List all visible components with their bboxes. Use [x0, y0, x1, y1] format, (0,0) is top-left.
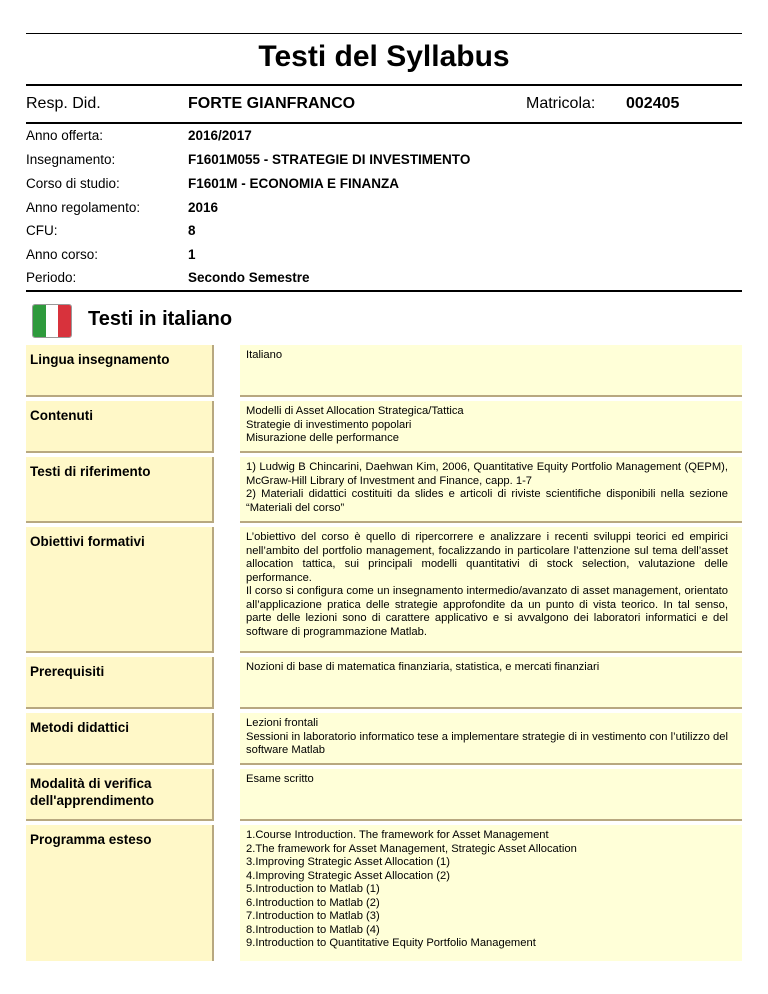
flag-stripe-green	[33, 305, 46, 337]
info-value: F1601M - ECONOMIA E FINANZA	[188, 176, 400, 191]
table-row-testi-di-riferimento	[26, 457, 742, 523]
row-text: 2) Materiali didattici costituiti da slides e articoli di riviste scientifiche disponibili nella sezione “Materiali del corso”	[246, 488, 728, 514]
info-row-corso-di-studio	[26, 176, 742, 194]
table-row-modalita-verifica	[26, 769, 742, 821]
row-value-cell	[240, 657, 742, 709]
info-label: Insegnamento:	[26, 152, 116, 167]
info-row-anno-offerta	[26, 128, 742, 146]
info-row-anno-regolamento	[26, 200, 742, 218]
row-label-cell	[26, 825, 214, 961]
info-value: 1	[188, 247, 196, 262]
row-text: Italiano	[246, 349, 283, 361]
table-row-obiettivi-formativi	[26, 527, 742, 653]
info-label: Anno offerta:	[26, 128, 104, 143]
row-label-cell	[26, 345, 214, 397]
info-row-insegnamento	[26, 152, 742, 170]
row-value-cell	[240, 527, 742, 653]
row-label: Contenuti	[30, 408, 93, 423]
row-label: Prerequisiti	[30, 664, 105, 679]
resp-value: FORTE GIANFRANCO	[188, 95, 356, 112]
row-text: L’obiettivo del corso è quello di ripercorrere e analizzare i recenti sviluppi teorici ed empirici nell’ambito del portfolio management, focalizzando in particolare l’attenzione sul tema dell’asset allocation tattica, sui principali modelli quantitativi di stock selection, valutazione delle performance.	[246, 531, 728, 584]
info-value: 2016/2017	[188, 128, 252, 143]
info-rule	[26, 290, 742, 292]
row-text: Il corso si configura come un insegnamento intermedio/avanzato di asset management, orientato all’applicazione pratica delle strategie approfondite da un punto di vista teorico. In tal senso, parte delle lezioni sono di carattere applicativo e si avvalgono dei laboratori informatici e del software di programmazione Matlab.	[246, 585, 728, 638]
top-rule	[26, 33, 742, 34]
row-label-cell	[26, 401, 214, 453]
info-label: Periodo:	[26, 270, 77, 285]
row-value-cell	[240, 713, 742, 765]
section-title: Testi in italiano	[88, 308, 233, 330]
row-label: Modalità di verifica dell'apprendimento	[30, 776, 154, 808]
info-value: Secondo Semestre	[188, 270, 310, 285]
row-text: 2.The framework for Asset Management, Strategic Asset Allocation	[246, 842, 577, 855]
table-row-contenuti	[26, 401, 742, 453]
row-label: Testi di riferimento	[30, 464, 151, 479]
row-text: Esame scritto	[246, 773, 314, 785]
flag-stripe-red	[58, 305, 71, 337]
row-text: 3.Improving Strategic Asset Allocation (1)	[246, 856, 450, 868]
row-label-cell	[26, 769, 214, 821]
info-label: Anno regolamento:	[26, 200, 141, 215]
row-label: Metodi didattici	[30, 720, 129, 735]
row-text: 1) Ludwig B Chincarini, Daehwan Kim, 2006, Quantitative Equity Portfolio Management (QEPM), McGraw-Hill Library of Investment and Finance, capp. 1-7	[246, 461, 728, 487]
title-rule	[26, 84, 742, 86]
page-title: Testi del Syllabus	[258, 40, 510, 73]
info-label: CFU:	[26, 223, 58, 238]
row-text: 5.Introduction to Matlab (1)	[246, 883, 380, 895]
row-text: Nozioni di base di matematica finanziaria, statistica, e mercati finanziari	[246, 661, 600, 673]
matricola-value: 002405	[626, 95, 680, 112]
info-row-cfu	[26, 223, 742, 241]
row-label: Obiettivi formativi	[30, 534, 145, 549]
table-row-programma-esteso	[26, 825, 742, 961]
resp-label: Resp. Did.	[26, 95, 101, 112]
row-value-cell	[240, 769, 742, 821]
table-row-metodi-didattici	[26, 713, 742, 765]
row-value-cell	[240, 345, 742, 397]
row-text: 4.Improving Strategic Asset Allocation (2)	[246, 869, 450, 882]
row-label-cell	[26, 657, 214, 709]
row-text: Lezioni frontali	[246, 717, 319, 729]
info-value: 8	[188, 223, 196, 238]
row-label-cell	[26, 457, 214, 523]
info-label: Anno corso:	[26, 247, 99, 262]
row-label: Lingua insegnamento	[30, 352, 170, 367]
row-label-cell	[26, 527, 214, 653]
row-text: 9.Introduction to Quantitative Equity Portfolio Management	[246, 937, 536, 949]
row-value-cell	[240, 457, 742, 523]
row-text: Sessioni in laboratorio informatico tese a implementare strategie di in vestimento con l’utilizzo del software Matlab	[246, 730, 728, 756]
italian-flag-icon	[32, 304, 72, 338]
row-text: Modelli di Asset Allocation Strategica/Tattica	[246, 405, 464, 417]
row-text: 8.Introduction to Matlab (4)	[246, 923, 380, 936]
row-value-cell	[240, 825, 742, 961]
table-row-lingua	[26, 345, 742, 397]
flag-stripe-white	[46, 305, 59, 337]
matricola-label: Matricola:	[526, 95, 596, 112]
info-value: F1601M055 - STRATEGIE DI INVESTIMENTO	[188, 152, 471, 167]
info-row-anno-corso	[26, 247, 742, 265]
row-text: 1.Course Introduction. The framework for Asset Management	[246, 829, 549, 841]
resp-rule	[26, 122, 742, 124]
info-value: 2016	[188, 200, 219, 215]
row-value-cell	[240, 401, 742, 453]
section-header	[32, 304, 432, 336]
info-label: Corso di studio:	[26, 176, 120, 191]
row-text: Strategie di investimento popolari	[246, 418, 412, 431]
responsible-row	[26, 95, 742, 115]
info-row-periodo	[26, 270, 742, 288]
row-text: 7.Introduction to Matlab (3)	[246, 910, 380, 922]
table-row-prerequisiti	[26, 657, 742, 709]
row-label: Programma esteso	[30, 832, 152, 847]
row-text: 6.Introduction to Matlab (2)	[246, 896, 380, 909]
row-text: Misurazione delle performance	[246, 432, 399, 444]
row-label-cell	[26, 713, 214, 765]
